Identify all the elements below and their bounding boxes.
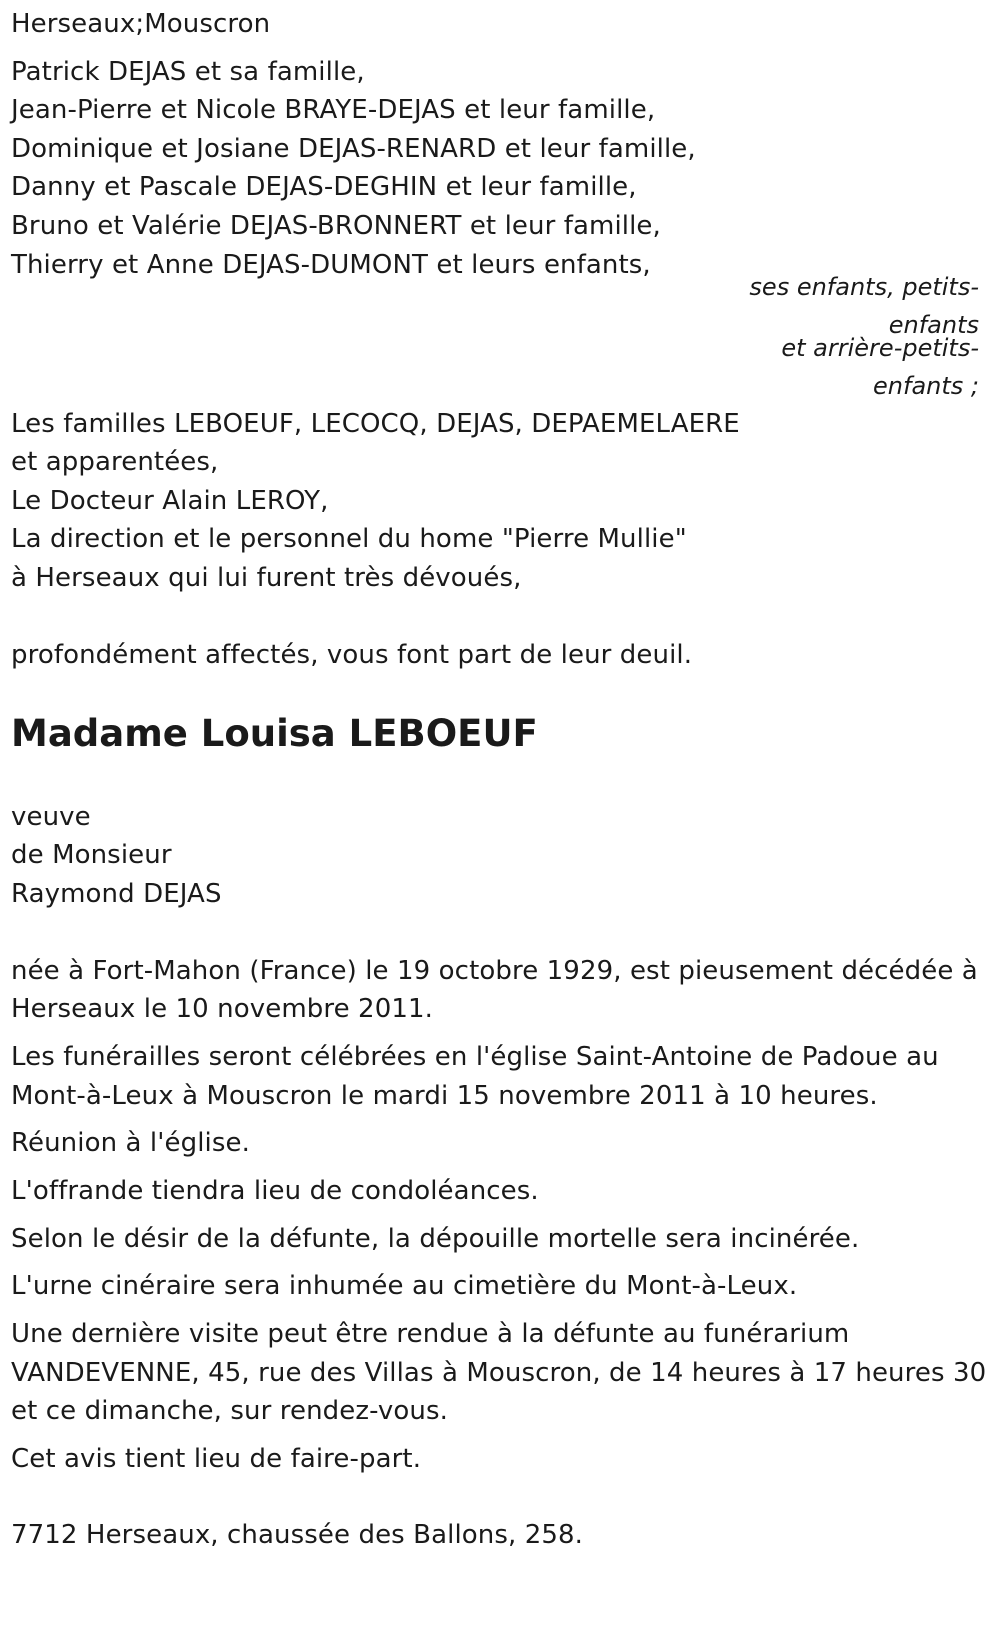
family-line-2: Jean-Pierre et Nicole BRAYE-DEJAS et leur famille, (11, 95, 656, 125)
family-line-1: Patrick DEJAS et sa famille, (11, 57, 365, 87)
note-incineration: Selon le désir de la défunte, la dépouille mortelle sera incinérée. (11, 1224, 860, 1254)
funeral-line-1: Les funérailles seront célébrées en l'église Saint-Antoine de Padoue au (11, 1042, 939, 1072)
note-reunion: Réunion à l'église. (11, 1128, 250, 1158)
side-note-line-2: enfants (888, 311, 979, 339)
deceased-status-1: veuve (11, 802, 91, 832)
note-offrande: L'offrande tiendra lieu de condoléances. (11, 1176, 539, 1206)
relatives-line-3: Le Docteur Alain LEROY, (11, 486, 329, 516)
deceased-status-2: de Monsieur (11, 840, 172, 870)
family-line-6: Thierry et Anne DEJAS-DUMONT et leurs enfants, (11, 250, 651, 280)
side-note-line-3: et arrière-petits- (781, 334, 979, 362)
visit-line-2: VANDEVENNE, 45, rue des Villas à Mouscron, de 14 heures à 17 heures 30 (11, 1358, 987, 1388)
birth-death-line-2: Herseaux le 10 novembre 2011. (11, 994, 433, 1024)
header-location: Herseaux;Mouscron (11, 9, 271, 39)
address: 7712 Herseaux, chaussée des Ballons, 258. (11, 1520, 584, 1550)
relatives-line-2: et apparentées, (11, 447, 219, 477)
relatives-line-4: La direction et le personnel du home "Pierre Mullie" (11, 524, 687, 554)
closing-note: Cet avis tient lieu de faire-part. (11, 1444, 422, 1474)
announcement: profondément affectés, vous font part de leur deuil. (11, 640, 693, 670)
family-line-3: Dominique et Josiane DEJAS-RENARD et leur famille, (11, 134, 696, 164)
birth-death-line-1: née à Fort-Mahon (France) le 19 octobre 1929, est pieusement décédée à (11, 956, 978, 986)
visit-line-3: et ce dimanche, sur rendez-vous. (11, 1396, 448, 1426)
side-note-line-4: enfants ; (873, 372, 979, 400)
funeral-line-2: Mont-à-Leux à Mouscron le mardi 15 novembre 2011 à 10 heures. (11, 1081, 878, 1111)
relatives-line-5: à Herseaux qui lui furent très dévoués, (11, 563, 522, 593)
family-line-5: Bruno et Valérie DEJAS-BRONNERT et leur famille, (11, 211, 661, 241)
note-urne: L'urne cinéraire sera inhumée au cimetière du Mont-à-Leux. (11, 1271, 798, 1301)
relatives-line-1: Les familles LEBOEUF, LECOCQ, DEJAS, DEPAEMELAERE (11, 409, 740, 439)
visit-line-1: Une dernière visite peut être rendue à la défunte au funérarium (11, 1319, 850, 1349)
side-note-line-1: ses enfants, petits- (749, 273, 979, 301)
obituary-notice (11, 0, 991, 1629)
deceased-status-3: Raymond DEJAS (11, 879, 222, 909)
deceased-name: Madame Louisa LEBOEUF (11, 712, 538, 755)
family-line-4: Danny et Pascale DEJAS-DEGHIN et leur famille, (11, 172, 637, 202)
